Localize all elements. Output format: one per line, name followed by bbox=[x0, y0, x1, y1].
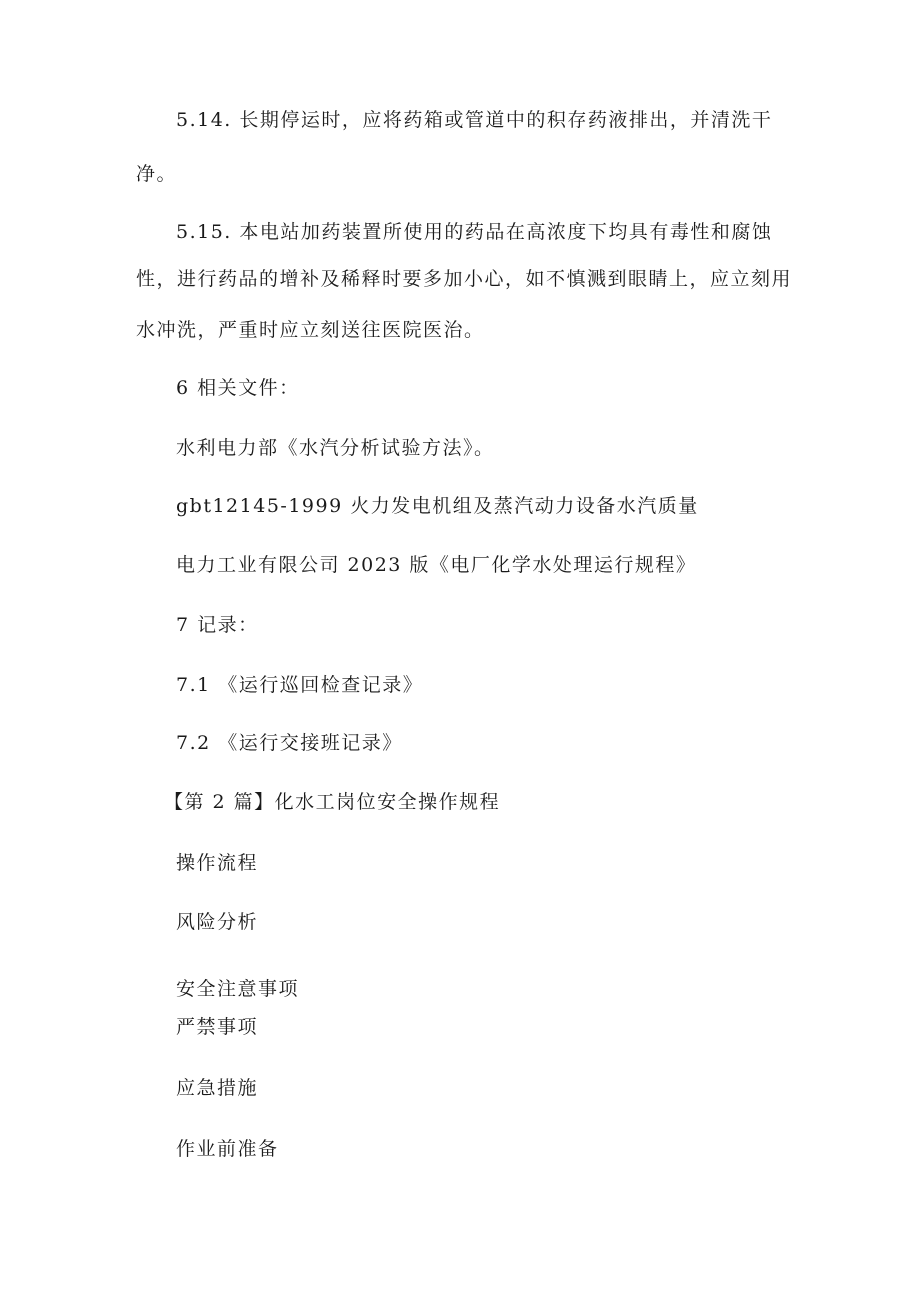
related-file-item: gbt12145-1999 火力发电机组及蒸汽动力设备水汽质量 bbox=[176, 495, 699, 517]
record-item: 7.2 《运行交接班记录》 bbox=[176, 732, 403, 754]
section-heading: 安全注意事项 bbox=[176, 978, 300, 1000]
record-item: 7.1 《运行巡回检查记录》 bbox=[176, 674, 424, 696]
section-heading: 严禁事项 bbox=[176, 1016, 259, 1038]
related-files-heading: 6 相关文件： bbox=[176, 377, 300, 399]
records-heading: 7 记录： bbox=[176, 614, 259, 636]
section-heading: 作业前准备 bbox=[176, 1138, 279, 1160]
paragraph-5-15-line-3: 水冲洗，严重时应立刻送往医院医治。 bbox=[136, 319, 485, 341]
section-heading: 操作流程 bbox=[176, 852, 259, 874]
section-heading: 风险分析 bbox=[176, 911, 259, 933]
article-2-title: 【第 2 篇】化水工岗位安全操作规程 bbox=[164, 791, 501, 813]
paragraph-5-15-line-2: 性，进行药品的增补及稀释时要多加小心，如不慎溅到眼睛上，应立刻用 bbox=[136, 268, 793, 290]
paragraph-5-14-line-1: 5.14. 长期停运时，应将药箱或管道中的积存药液排出，并清洗干 bbox=[176, 109, 773, 131]
related-file-item: 水利电力部《水汽分析试验方法》。 bbox=[176, 437, 495, 459]
paragraph-5-14-line-2: 净。 bbox=[136, 163, 178, 185]
section-heading: 应急措施 bbox=[176, 1077, 259, 1099]
related-file-item: 电力工业有限公司 2023 版《电厂化学水处理运行规程》 bbox=[176, 554, 697, 576]
paragraph-5-15-line-1: 5.15. 本电站加药装置所使用的药品在高浓度下均具有毒性和腐蚀 bbox=[176, 221, 773, 243]
